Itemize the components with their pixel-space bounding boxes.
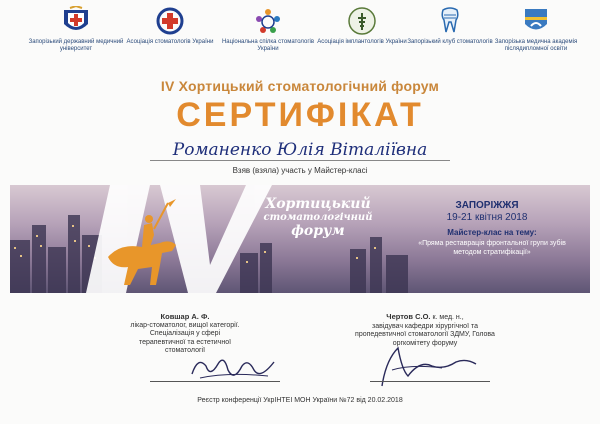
logos-row [10, 6, 590, 64]
ring-figures-icon [253, 6, 283, 36]
academy-shield-icon [521, 6, 551, 36]
logo-nssu [220, 6, 316, 53]
forum-title-line-2: стоматологічний [263, 212, 373, 223]
forum-line: IV Хортицький стоматологічний форум [160, 78, 440, 94]
signatory-right-degree: к. мед. н., [430, 314, 464, 321]
signature-right-icon [372, 340, 482, 390]
logo-zks [402, 6, 498, 46]
logo-caption: Запорізький державний медичний університет [28, 39, 124, 52]
signatory-left-name: Ковшар А. Ф. [160, 312, 210, 321]
forum-title-line-1: Хортицький [265, 196, 371, 212]
registry-note: Реєстр конференції УкрІНТЕІ МОН України №72 від 20.02.2018 [197, 397, 403, 404]
logo-aiu [314, 6, 410, 46]
signatory-right-title: завідувач кафедри хірургічної та пропедевтичної стоматології ЗДМУ, Голова оргкомітету форуму [355, 322, 495, 347]
signatory-right-name: Чертов С.О. [386, 312, 431, 321]
recipient-name: Романенко Юлія Віталіївна [172, 140, 428, 160]
university-crest-icon [60, 6, 92, 36]
master-class-topic: «Пряма реставрація фронтальної групи зубів методом стратифікації» [418, 240, 566, 256]
tooth-roots-icon [435, 6, 465, 36]
logo-zdmu [28, 6, 124, 53]
forum-title-line-3: форум [291, 223, 345, 239]
signatory-left [130, 313, 240, 356]
logo-caption: Національна спілка стоматологів України [221, 39, 315, 52]
signature-left-line [150, 381, 280, 382]
name-underline [150, 160, 450, 161]
signature-right-line [370, 381, 490, 382]
logo-zmapo [488, 6, 584, 53]
implant-tree-icon [347, 6, 377, 36]
cross-circle-icon [155, 6, 185, 36]
logo-asu [122, 6, 218, 46]
master-class-label: Майстер-клас на тему: [447, 228, 537, 237]
logo-caption: Запорізький клуб стоматологів [407, 39, 493, 45]
forum-logo-text [258, 196, 378, 239]
event-info [412, 200, 592, 257]
certificate-title: СЕРТИФІКАТ [176, 96, 424, 134]
event-city: ЗАПОРІЖЖЯ [455, 200, 519, 211]
logo-caption: Асоціація стоматологів України [126, 39, 214, 45]
signatory-left-title: лікар-стоматолог, вищої категорії. Спеціалізація у сфері терапевтичної та естетичної стоматології [130, 321, 240, 354]
event-dates: 19-21 квітня 2018 [446, 212, 528, 223]
participation-text: Взяв (взяла) участь у Майстер-класі [232, 166, 368, 175]
logo-caption: Асоціація імплантологів України [317, 39, 407, 45]
logo-caption: Запорізька медична академія післядипломної освіти [494, 39, 578, 52]
